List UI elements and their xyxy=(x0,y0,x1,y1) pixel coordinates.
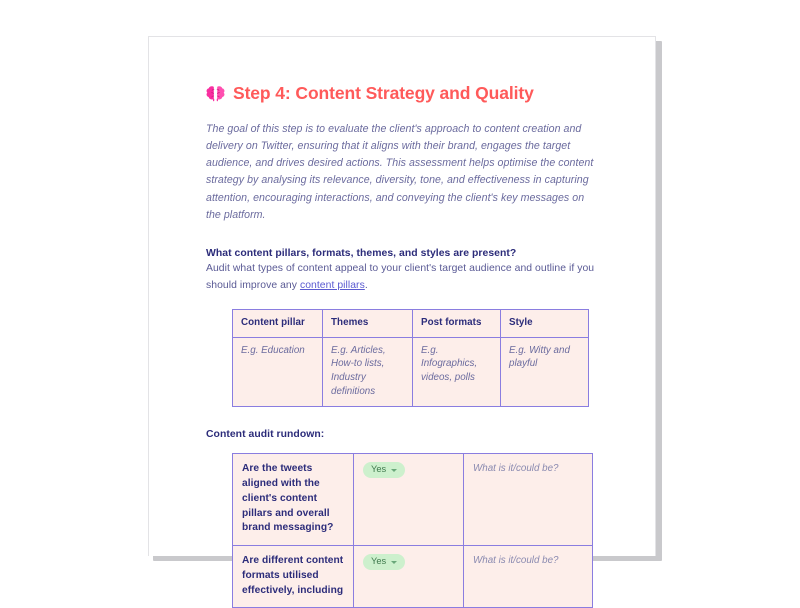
cell-content-pillar[interactable]: E.g. Education xyxy=(233,337,323,407)
chevron-down-icon xyxy=(391,469,397,472)
page-title xyxy=(206,83,598,104)
section-heading: What content pillars, formats, themes, and styles are present? xyxy=(206,247,517,259)
chevron-down-icon xyxy=(391,561,397,564)
col-header-themes: Themes xyxy=(323,309,413,337)
document-page xyxy=(148,36,656,596)
table-row xyxy=(233,546,593,608)
col-header-post-formats: Post formats xyxy=(413,309,501,337)
answer-dropdown-1[interactable] xyxy=(363,462,405,478)
audit-note-1[interactable]: What is it/could be? xyxy=(464,454,593,546)
audit-question-1[interactable]: Are the tweets aligned with the client's content pillars and overall brand messaging? xyxy=(233,454,354,546)
table-row xyxy=(233,454,593,546)
brain-icon xyxy=(206,85,225,102)
cell-post-formats[interactable]: E.g. Infographics, videos, polls xyxy=(413,337,501,407)
col-header-style: Style xyxy=(501,309,589,337)
audit-heading: Content audit rundown: xyxy=(206,429,325,441)
intro-paragraph: The goal of this step is to evaluate the client's approach to content creation and delivery on Twitter, ensuring that it aligns with their brand, engages the target audience, and drives desired actions. This assessment helps optimise the content strategy by analysing its relevance, diversity, tone, and effectiveness in capturing attention, encouraging interactions, and conveying the client's key messages on the platform. xyxy=(206,123,594,221)
content-pillar-table xyxy=(232,309,589,408)
audit-answer-cell-2 xyxy=(354,546,464,608)
section-body-suffix: . xyxy=(364,279,368,291)
col-header-content-pillar: Content pillar xyxy=(233,309,323,337)
document-content xyxy=(206,83,598,608)
table-header-row xyxy=(233,309,589,337)
audit-answer-cell-1 xyxy=(354,454,464,546)
section-body xyxy=(206,261,598,295)
audit-note-2[interactable]: What is it/could be? xyxy=(464,546,593,608)
answer-dropdown-label-2: Yes xyxy=(371,556,387,567)
answer-dropdown-2[interactable] xyxy=(363,554,405,570)
table-row xyxy=(233,337,589,407)
content-pillars-link[interactable]: content pillars xyxy=(299,279,365,291)
content-audit-table xyxy=(232,453,593,608)
audit-question-2[interactable]: Are different content formats utilised effectively, including xyxy=(233,546,354,608)
section-body-prefix: Audit what types of content appeal to your client's target audience and outline if you should improve any xyxy=(206,262,595,291)
page-title-text: Step 4: Content Strategy and Quality xyxy=(233,83,534,103)
cell-style[interactable]: E.g. Witty and playful xyxy=(501,337,589,407)
answer-dropdown-label-1: Yes xyxy=(371,464,387,475)
cell-themes[interactable]: E.g. Articles, How-to lists, Industry definitions xyxy=(323,337,413,407)
